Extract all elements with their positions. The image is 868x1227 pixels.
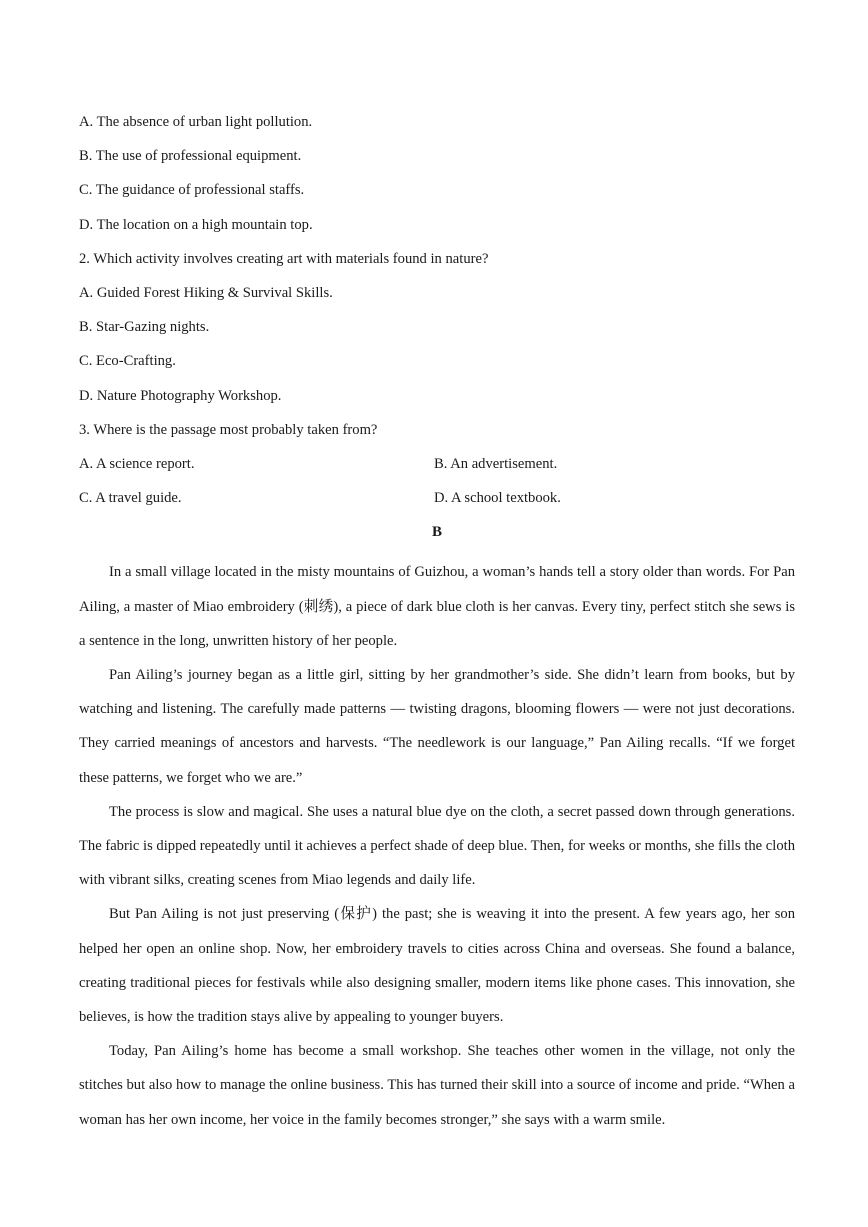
section-b-title: B	[431, 524, 442, 541]
q1-option-c: C. The guidance of professional staffs.	[79, 182, 305, 199]
passage-paragraph-4: But Pan Ailing is not just preserving (保护) the past; she is weaving it into the present. A few years ago, her son helped her open an online shop. Now, her embroidery travels to cities across China and overseas. She found a balance, creating traditional pieces for festivals while also designing smaller, modern items like phone cases. This innovation, she believes, is how the tradition stays alive by appealing to younger buyers.	[79, 906, 795, 1026]
passage-paragraph-5: Today, Pan Ailing’s home has become a small workshop. She teaches other women in the village, not only the stitches but also how to manage the online business. This has turned their skill into a source of income and pride. “When a woman has her own income, her voice in the family becomes stronger,” she says with a warm smile.	[79, 1043, 795, 1128]
passage-paragraph-3: The process is slow and magical. She uses a natural blue dye on the cloth, a secret passed down through generations. The fabric is dipped repeatedly until it achieves a perfect shade of deep blue. Then, for weeks or months, she fills the cloth with vibrant silks, creating scenes from Miao legends and daily life.	[79, 803, 795, 889]
q2-option-a: A. Guided Forest Hiking & Survival Skills.	[79, 284, 333, 301]
q3-options-row-2	[79, 487, 795, 521]
document-page	[79, 111, 795, 1137]
q3-option-a: A. A science report.	[79, 455, 195, 472]
passage-paragraph-1: In a small village located in the misty mountains of Guizhou, a woman’s hands tell a story older than words. For Pan Ailing, a master of Miao embroidery (刺绣), a piece of dark blue cloth is her canvas. Every tiny, perfect stitch she sews is a sentence in the long, unwritten history of her people.	[79, 564, 795, 649]
q1-option-b: B. The use of professional equipment.	[79, 148, 302, 165]
q3-option-b: B. An advertisement.	[434, 455, 558, 472]
q3-stem: 3. Where is the passage most probably taken from?	[79, 421, 378, 438]
q2-stem: 2. Which activity involves creating art with materials found in nature?	[79, 250, 489, 267]
q1-option-a: A. The absence of urban light pollution.	[79, 114, 313, 130]
passage-paragraph-2: Pan Ailing’s journey began as a little girl, sitting by her grandmother’s side. She didn’t learn from books, but by watching and listening. The carefully made patterns — twisting dragons, blooming flowers — were not just decorations. They carried meanings of ancestors and harvests. “The needlework is our language,” Pan Ailing recalls. “If we forget these patterns, we forget who we are.”	[79, 667, 795, 786]
q2-option-b: B. Star-Gazing nights.	[79, 319, 210, 336]
q2-option-d: D. Nature Photography Workshop.	[79, 387, 282, 404]
q3-option-c: C. A travel guide.	[79, 490, 182, 507]
q3-option-d: D. A school textbook.	[434, 490, 561, 507]
q1-option-d: D. The location on a high mountain top.	[79, 216, 313, 233]
q3-options-row-1	[79, 453, 795, 487]
q2-option-c: C. Eco-Crafting.	[79, 353, 176, 370]
section-b-passage	[79, 555, 795, 1136]
